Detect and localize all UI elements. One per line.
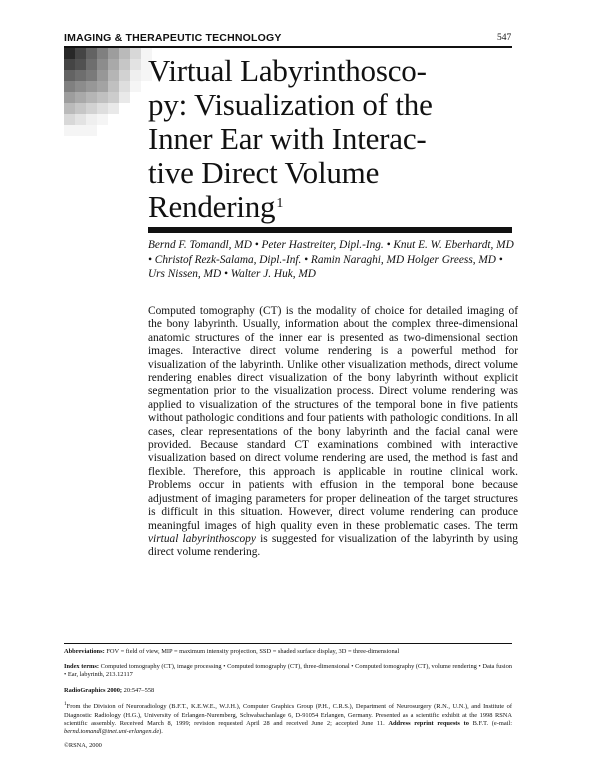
title-rule <box>148 227 512 233</box>
abstract-text: Computed tomography (CT) is the modality of choice for detailed imaging of the bony labyrinth. Usually, information about the complex three-dimensional anatomic structures of the inner ear is presented as two-dimensional section images. Interactive direct volume rendering is a powerful method for visualization of the labyrinth. Unlike other visualization methods, direct volume rendering enables direct visualization of the bony labyrinth without explicit segmentation prior to the visualization process. Direct volume rendering was applied to visualization of the structures of the temporal bone in five patients without pathologic conditions and four patients with pathologic conditions. In all cases, clear representations of the bony labyrinth and the facial canal were provided. Because standard CT examinations combined with interactive visualization based on direct volume rendering are used, the method is fast and flexible. Therefore, this approach is applicable in routine clinical work. Problems occur in patients with effusion in the temporal bone because adjustment of imaging parameters for proper delineation of the target structures is difficult in this situation. However, direct volume rendering can produce meaningful images of high quality even in these problematic cases. The term <box>148 305 518 532</box>
affiliation <box>64 700 512 737</box>
grid-cell <box>64 114 75 125</box>
grid-cell <box>97 103 108 114</box>
citation-detail: 20:547–558 <box>123 687 155 694</box>
grid-cell <box>97 59 108 70</box>
grid-cell <box>64 81 75 92</box>
grid-cell <box>108 103 119 114</box>
grid-cell <box>64 125 75 136</box>
affiliation-text: From the Division of Neuroradiology (B.F.T., K.E.W.E., W.J.H.), Computer Graphics Group (P.H., C.R.S.), Department of Neurosurgery (R.N., U.N.), and Institute of Diagnostic Radiology (H.G.), University of Erlangen-Nuremberg, Schwabachanlage 6, D-91054 Erlangen, Germany. Presented as a scientific exhibit at the 1998 RSNA scientific assembly. Received March 8, 1999; revision requested April 28 and received June 2; accepted June 11. <box>64 703 512 727</box>
grid-cell <box>119 81 130 92</box>
grid-cell <box>97 70 108 81</box>
grid-cell <box>119 59 130 70</box>
grid-cell <box>130 70 141 81</box>
reprint-close: ). <box>159 728 163 736</box>
grid-cell <box>119 48 130 59</box>
grid-cell <box>108 70 119 81</box>
reprint-label: Address reprint requests to <box>388 719 469 727</box>
grid-cell <box>86 114 97 125</box>
grid-cell <box>108 92 119 103</box>
title-line-5: Rendering <box>148 189 276 224</box>
grid-cell <box>108 81 119 92</box>
grid-cell <box>64 103 75 114</box>
grid-cell <box>119 70 130 81</box>
article-title <box>148 54 520 224</box>
grid-cell <box>97 48 108 59</box>
grid-cell <box>86 70 97 81</box>
grid-cell <box>75 103 86 114</box>
abstract <box>148 305 518 560</box>
grid-cell <box>86 59 97 70</box>
citation <box>64 687 512 695</box>
grid-cell <box>75 59 86 70</box>
copyright: ©RSNA, 2000 <box>64 742 102 749</box>
author-list: Bernd F. Tomandl, MD • Peter Hastreiter, Dipl.-Ing. • Knut E. W. Eberhardt, MD • Christof Rezk-Salama, Dipl.-Inf. • Ramin Naraghi, MD Holger Greess, MD • Urs Nissen, MD • Walter J. Huk, MD <box>148 239 514 281</box>
grid-cell <box>119 92 130 103</box>
grid-cell <box>75 70 86 81</box>
grid-cell <box>130 48 141 59</box>
affiliation-mark: 1 <box>64 701 67 707</box>
page-number: 547 <box>497 33 512 43</box>
grid-cell <box>97 92 108 103</box>
grid-cell <box>108 48 119 59</box>
grid-cell <box>75 114 86 125</box>
grid-cell <box>97 81 108 92</box>
grid-cell <box>97 114 108 125</box>
grid-cell <box>64 70 75 81</box>
grid-cell <box>75 125 86 136</box>
index-terms-label: Index terms: <box>64 663 99 670</box>
abstract-text-end: is suggested for visualization of the labyrinth by using direct volume rendering. <box>148 532 518 559</box>
abbreviations-label: Abbreviations: <box>64 648 105 655</box>
index-terms-text: Computed tomography (CT), image processing • Computed tomography (CT), three-dimensional • Computed tomography (CT), volume rendering • Data fusion • Ear, labyrinth, 213.12117 <box>64 663 512 679</box>
grid-cell <box>86 48 97 59</box>
grid-cell <box>130 59 141 70</box>
grid-cell <box>75 92 86 103</box>
abstract-term: virtual labyrinthoscopy <box>148 532 256 545</box>
abbreviations <box>64 648 512 656</box>
grid-cell <box>86 81 97 92</box>
grid-cell <box>64 59 75 70</box>
grid-cell <box>86 103 97 114</box>
grid-cell <box>64 92 75 103</box>
title-footnote-mark: 1 <box>276 196 284 211</box>
grid-cell <box>75 48 86 59</box>
title-line-4: tive Direct Volume <box>148 155 380 190</box>
index-terms <box>64 663 512 680</box>
abbreviations-text: FOV = field of view, MIP = maximum intensity projection, SSD = shaded surface display, 3D = three-dimensional <box>106 648 400 655</box>
title-line-2: py: Visualization of the <box>148 87 433 122</box>
section-label: IMAGING & THERAPEUTIC TECHNOLOGY <box>64 32 282 44</box>
reprint-text: B.F.T. (e-mail: <box>472 719 512 727</box>
grid-cell <box>75 81 86 92</box>
grid-cell <box>64 48 75 59</box>
citation-journal: RadioGraphics 2000; <box>64 687 123 694</box>
grid-cell <box>86 92 97 103</box>
grid-cell <box>86 125 97 136</box>
footer-rule <box>64 643 512 644</box>
reprint-email: bernd.tomandl@tnet.uni-erlangen.de <box>64 728 160 736</box>
title-line-3: Inner Ear with Interac- <box>148 121 427 156</box>
decorative-gradient-grid <box>64 48 152 136</box>
grid-cell <box>130 81 141 92</box>
grid-cell <box>108 59 119 70</box>
title-line-1: Virtual Labyrinthosco- <box>148 53 427 88</box>
